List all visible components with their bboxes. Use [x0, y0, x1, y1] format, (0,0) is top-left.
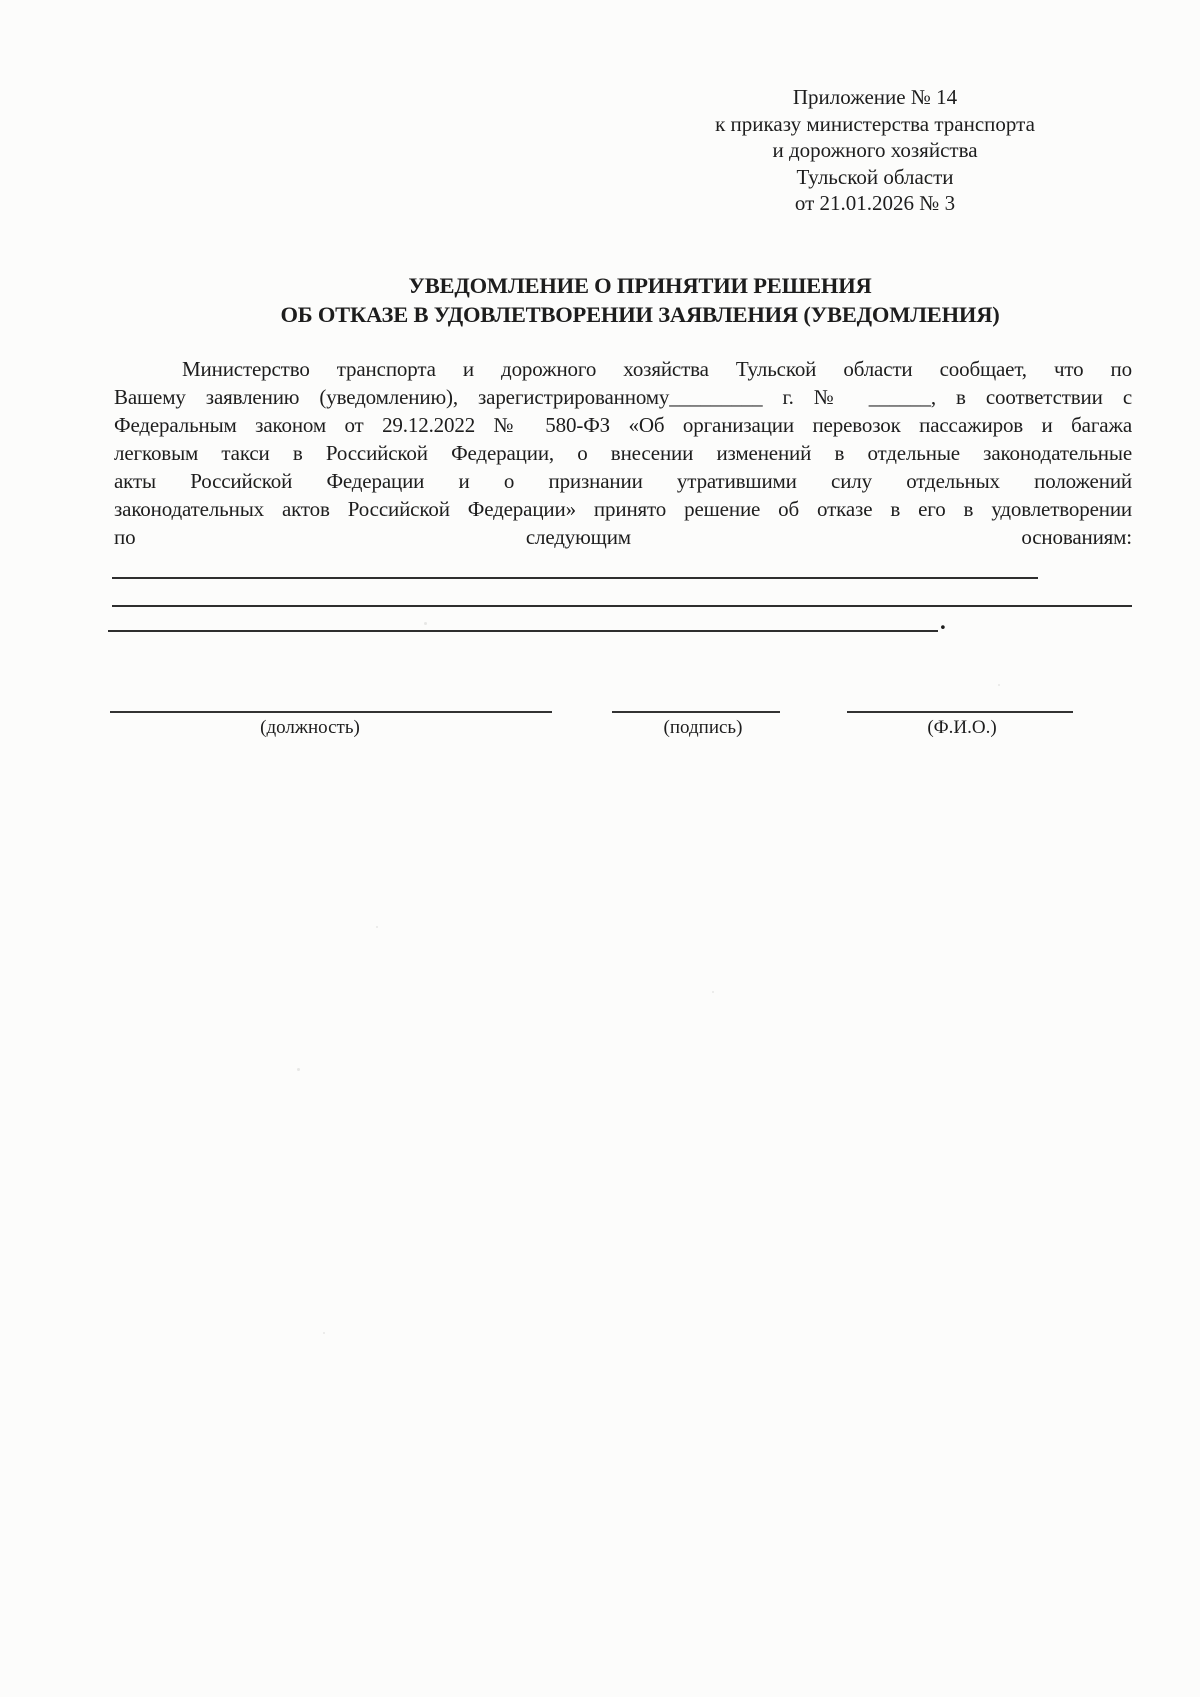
blank-trailing-period: . — [940, 609, 946, 634]
scan-noise-speck — [376, 926, 378, 928]
scan-noise-speck — [323, 1332, 325, 1334]
signature-caption-signature: (подпись) — [663, 717, 743, 738]
document-title — [125, 271, 1155, 329]
document-title-line-1: УВЕДОМЛЕНИЕ О ПРИНЯТИИ РЕШЕНИЯ — [408, 273, 872, 298]
appendix-number: Приложение № 14 — [792, 85, 958, 109]
signature-line-position — [110, 711, 552, 713]
body-line: акты Российской Федерации и о признании утратившими силу отдельных положений — [114, 469, 1132, 493]
signature-line-signature — [612, 711, 780, 713]
fill-in-blank-line-1 — [112, 577, 1038, 579]
body-paragraph — [114, 355, 1132, 551]
fill-in-blank-line-3 — [108, 630, 938, 632]
scan-noise-speck — [424, 622, 427, 625]
body-line: Федеральным законом от 29.12.2022 № 580-ФЗ «Об организации перевозок пассажиров и багажа — [114, 413, 1132, 437]
scan-noise-speck — [998, 684, 1000, 686]
body-line: Вашему заявлению (уведомлению), зарегистрированному_________ г. № ______, в соответствии с — [114, 385, 1132, 409]
appendix-date-number-line: от 21.01.2026 № 3 — [794, 191, 956, 215]
appendix-ministry-line: и дорожного хозяйства — [772, 138, 978, 162]
body-line: законодательных актов Российской Федерации» принято решение об отказе в его в удовлетворении — [114, 497, 1132, 521]
appendix-reference-block — [695, 84, 1055, 217]
signature-caption-fullname: (Ф.И.О.) — [927, 717, 997, 738]
body-line: Министерство транспорта и дорожного хозяйства Тульской области сообщает, что по — [182, 357, 1132, 381]
signature-caption-position: (должность) — [260, 717, 360, 738]
document-title-line-2: ОБ ОТКАЗЕ В УДОВЛЕТВОРЕНИИ ЗАЯВЛЕНИЯ (УВЕДОМЛЕНИЯ) — [280, 302, 1000, 327]
scan-noise-speck — [712, 991, 714, 993]
signature-line-fullname — [847, 711, 1073, 713]
appendix-region-line: Тульской области — [796, 164, 954, 189]
appendix-order-line: к приказу министерства транспорта — [715, 111, 1035, 136]
body-line: по следующим основаниям: — [114, 525, 1132, 549]
scan-noise-speck — [297, 1068, 300, 1071]
fill-in-blank-line-2 — [112, 605, 1132, 607]
body-line: легковым такси в Российской Федерации, о внесении изменений в отдельные законодательные — [114, 441, 1132, 465]
